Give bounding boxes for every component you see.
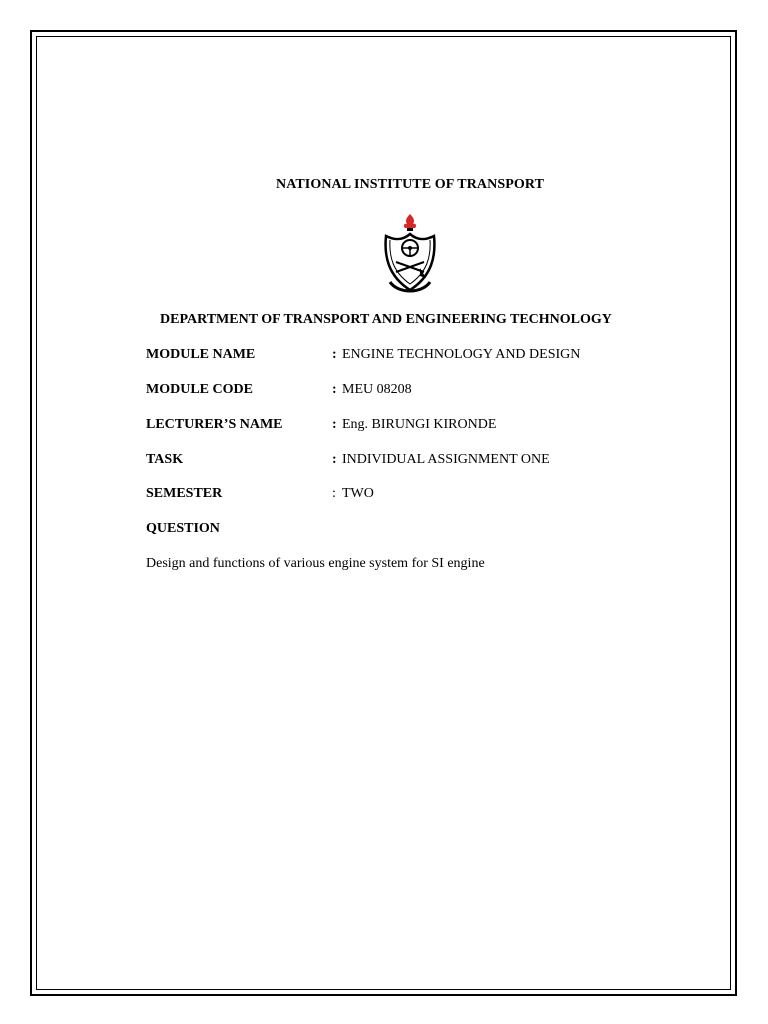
detail-separator: : bbox=[332, 347, 337, 362]
question-text: Design and functions of various engine system for SI engine bbox=[146, 556, 485, 571]
detail-separator: : bbox=[332, 486, 336, 501]
detail-value: ENGINE TECHNOLOGY AND DESIGN bbox=[342, 347, 581, 362]
detail-label: MODULE CODE bbox=[146, 382, 253, 397]
department-title: DEPARTMENT OF TRANSPORT AND ENGINEERING TECHNOLOGY bbox=[160, 312, 612, 327]
detail-separator: : bbox=[332, 452, 337, 467]
institute-title: NATIONAL INSTITUTE OF TRANSPORT bbox=[275, 177, 545, 192]
detail-label: TASK bbox=[146, 452, 184, 467]
detail-label: MODULE NAME bbox=[146, 347, 256, 362]
detail-value: INDIVIDUAL ASSIGNMENT ONE bbox=[342, 452, 550, 467]
question-label: QUESTION bbox=[146, 521, 220, 536]
detail-value: MEU 08208 bbox=[342, 382, 412, 397]
institute-crest-icon bbox=[376, 212, 444, 298]
detail-value: Eng. BIRUNGI KIRONDE bbox=[342, 417, 497, 432]
detail-separator: : bbox=[332, 382, 337, 397]
detail-separator: : bbox=[332, 417, 337, 432]
detail-label: SEMESTER bbox=[146, 486, 223, 501]
detail-value: TWO bbox=[342, 486, 374, 501]
detail-label: LECTURER’S NAME bbox=[146, 417, 283, 432]
